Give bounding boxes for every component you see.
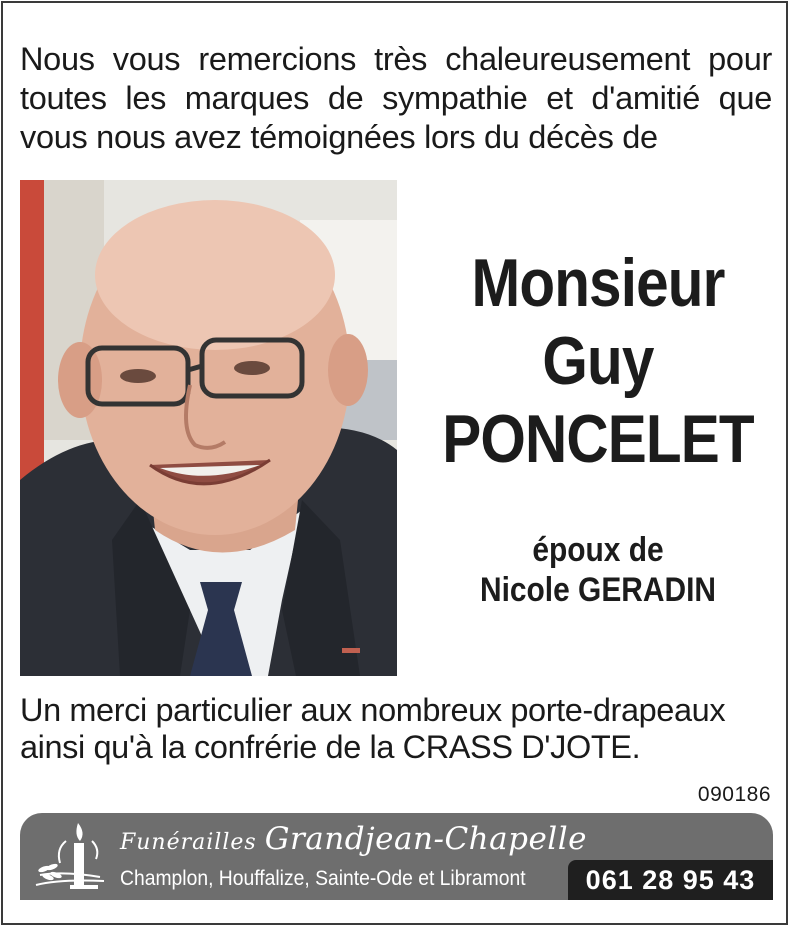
deceased-title: Monsieur [471,245,725,321]
thanks-text: Un merci particulier aux nombreux porte-drapeaux ainsi qu'à la confrérie de la CRASS D'JOTE. [20,692,726,765]
deceased-name-block [405,244,791,478]
brand-prefix: Funérailles [120,830,257,855]
spouse-relation: époux de [532,531,664,569]
deceased-first-name: Guy [542,323,654,399]
reference-number: 090186 [697,783,771,806]
phone-number: 061 28 95 43 [568,860,773,900]
funeral-home-banner [20,813,773,900]
intro-text: Nous vous remercions très chaleureusement pour toutes les marques de sympathie et d'amitié que vous nous avez témoignées lors du décès de [20,41,772,155]
spouse-name: Nicole GERADIN [479,571,717,609]
brand-name: Grandjean-Chapelle [264,821,587,857]
portrait-photo [20,180,397,676]
spouse-block [405,530,791,610]
funeral-home-name [120,821,587,857]
deceased-last-name: PONCELET [442,401,754,477]
candle-wheat-icon [30,819,110,897]
funeral-home-locations: Champlon, Houffalize, Sainte-Ode et Libramont [120,867,526,890]
